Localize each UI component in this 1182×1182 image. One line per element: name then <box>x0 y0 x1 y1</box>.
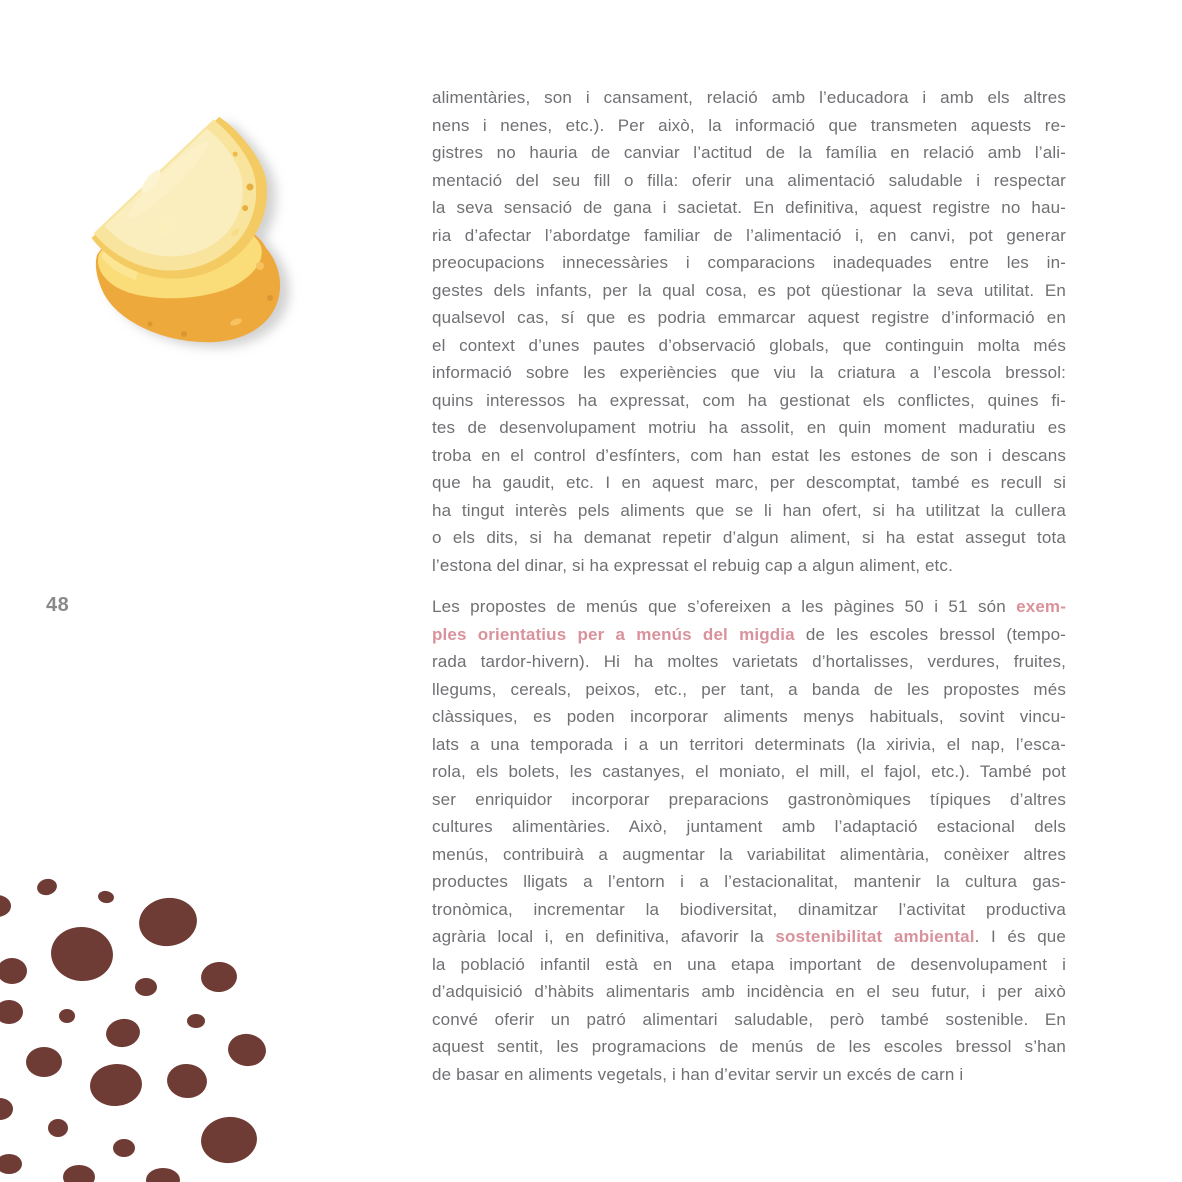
body-text: de basar en aliments vegetals, i han d’evitar servir un excés de carn i <box>432 1064 964 1084</box>
text-line <box>432 469 1066 497</box>
paragraph <box>432 84 1066 579</box>
body-text: menús, contribuirà a augmentar la variabilitat alimentària, conèixer altres <box>432 844 1066 864</box>
text-line <box>432 951 1066 979</box>
body-text: ria d’afectar l’abordatge familiar de l’alimentació i, en canvi, pot generar <box>432 225 1066 245</box>
spot <box>0 1098 13 1120</box>
spot <box>199 1114 260 1166</box>
body-text: preocupacions innecessàries i comparacions inadequades entre les in- <box>432 253 1066 272</box>
spot <box>0 1000 23 1024</box>
body-text: alimentàries, son i cansament, relació amb l’educadora i amb els altres <box>432 88 1066 107</box>
body-text: gestes dels infants, per la qual cosa, es pot qüestionar la seva utilitat. En <box>432 280 1066 300</box>
spot <box>88 1062 143 1108</box>
text-line <box>432 731 1066 759</box>
body-text: l’estona del dinar, si ha expressat el rebuig cap a algun aliment, etc. <box>432 555 953 575</box>
spot <box>104 1016 142 1049</box>
highlighted-text: exem- <box>1016 597 1066 616</box>
body-text: la població infantil està en una etapa important de desenvolupament i <box>432 954 1066 974</box>
highlighted-text: sostenibilitat ambiental <box>775 927 975 946</box>
spot <box>200 960 238 993</box>
article-text <box>432 84 1066 1088</box>
text-line <box>432 442 1066 470</box>
text-line <box>432 758 1066 786</box>
spot <box>63 1165 95 1182</box>
body-text: d’adquisició d’hàbits alimentaris amb incidència en el seu futur, i per això <box>432 982 1066 1001</box>
body-text: mentació del seu fill o filla: oferir una alimentació saludable i respectar <box>432 170 1066 190</box>
highlighted-text: ples orientatius per a menús del migdia <box>432 624 795 644</box>
body-text: o els dits, si ha demanat repetir d’algun aliment, si ha estat assegut tota <box>432 528 1066 547</box>
spot <box>0 1154 22 1174</box>
spots-pattern <box>0 858 300 1182</box>
body-text: ser enriquidor incorporar preparacions gastronòmiques típiques d’altres <box>432 789 1066 809</box>
body-text: el context d’unes pautes d’observació globals, que continguin molta més <box>432 335 1066 355</box>
text-line <box>432 978 1066 1006</box>
spot <box>48 924 115 984</box>
text-line <box>432 1033 1066 1061</box>
body-text: la seva sensació de gana i sacietat. En definitiva, aquest registre no hau- <box>432 198 1066 217</box>
body-text: informació sobre les experiències que viu la criatura a l’escola bressol: <box>432 363 1066 382</box>
body-text: Les propostes de menús que s’ofereixen a les pàgines 50 i 51 són <box>432 597 1017 616</box>
body-text: de les escoles bressol (tempo- <box>794 624 1066 644</box>
body-text: convé oferir un patró alimentari saludable, però també sostenible. En <box>432 1009 1066 1029</box>
text-line <box>432 304 1066 332</box>
body-text: tronòmica, incrementar la biodiversitat, dinamitzar l’activitat productiva <box>432 899 1066 919</box>
text-line <box>432 703 1066 731</box>
text-line <box>432 359 1066 387</box>
text-line <box>432 112 1066 140</box>
text-line <box>432 167 1066 195</box>
text-line <box>432 896 1066 924</box>
body-text: nens i nenes, etc.). Per això, la informació que transmeten aquests re- <box>432 115 1066 135</box>
body-text: tes de desenvolupament motriu ha assolit, en quin moment maduratiu es <box>432 418 1066 437</box>
text-line <box>432 414 1066 442</box>
body-text: clàssiques, es poden incorporar aliments menys habituals, sovint vincu- <box>432 707 1066 726</box>
text-line <box>432 84 1066 112</box>
body-text: gistres no hauria de canviar l’actitud de la família en relació amb l’ali- <box>432 143 1066 162</box>
body-text: lats a una temporada i a un territori determinats (la xirivia, el nap, l’esca- <box>432 734 1066 754</box>
text-line <box>432 1006 1066 1034</box>
text-line <box>432 648 1066 676</box>
text-line <box>432 332 1066 360</box>
spot <box>136 894 200 950</box>
text-line <box>432 277 1066 305</box>
body-text: productes lligats a l’entorn i a l’estacionalitat, mantenir la cultura gas- <box>432 872 1066 891</box>
text-line <box>432 593 1066 621</box>
text-line <box>432 923 1066 951</box>
page-number: 48 <box>46 594 70 616</box>
spot <box>26 1047 62 1077</box>
spot <box>97 890 115 905</box>
text-line <box>432 621 1066 649</box>
text-line <box>432 139 1066 167</box>
body-text: rada tardor-hivern). Hi ha moltes varietats d’hortalisses, verdures, fruites, <box>432 652 1066 671</box>
text-line <box>432 813 1066 841</box>
text-line <box>432 387 1066 415</box>
text-line <box>432 497 1066 525</box>
text-line <box>432 786 1066 814</box>
body-text: que ha gaudit, etc. I en aquest marc, per descomptat, també es recull si <box>432 473 1066 492</box>
text-line <box>432 1061 1066 1089</box>
body-text: ha tingut interès pels aliments que se li han ofert, si ha utilitzat la cullera <box>432 500 1066 520</box>
body-text: llegums, cereals, peixos, etc., per tant, a banda de les propostes més <box>432 679 1066 699</box>
body-text: agrària local i, en definitiva, afavorir la <box>432 927 776 946</box>
text-line <box>432 868 1066 896</box>
cheese-slices-illustration <box>84 108 324 363</box>
spot <box>0 895 11 917</box>
body-text: troba en el control d’esfínters, com han estat les estones de son i descans <box>432 445 1066 465</box>
body-text: aquest sentit, les programacions de menús de les escoles bressol s’han <box>432 1037 1066 1056</box>
text-line <box>432 249 1066 277</box>
spot <box>48 1119 68 1137</box>
text-line <box>432 222 1066 250</box>
body-text: . I és que <box>974 927 1067 946</box>
body-text: rola, els bolets, les castanyes, el moniato, el mill, el fajol, etc.). També pot <box>432 762 1066 781</box>
spot <box>0 958 27 984</box>
body-text: cultures alimentàries. Això, juntament amb l’adaptació estacional dels <box>432 817 1066 836</box>
spot <box>226 1032 268 1069</box>
spot <box>135 978 157 996</box>
paragraph <box>432 593 1066 1088</box>
text-line <box>432 676 1066 704</box>
spot <box>166 1062 209 1099</box>
spot <box>59 1009 75 1023</box>
spot <box>187 1014 205 1028</box>
spot <box>113 1139 135 1157</box>
text-line <box>432 841 1066 869</box>
spot <box>35 877 58 898</box>
body-text: quins interessos ha expressat, com ha gestionat els conflictes, quines fi- <box>432 390 1066 410</box>
text-line <box>432 552 1066 580</box>
text-line <box>432 524 1066 552</box>
spot <box>146 1168 180 1182</box>
text-line <box>432 194 1066 222</box>
body-text: qualsevol cas, sí que es podria emmarcar aquest registre d’informació en <box>432 308 1066 327</box>
